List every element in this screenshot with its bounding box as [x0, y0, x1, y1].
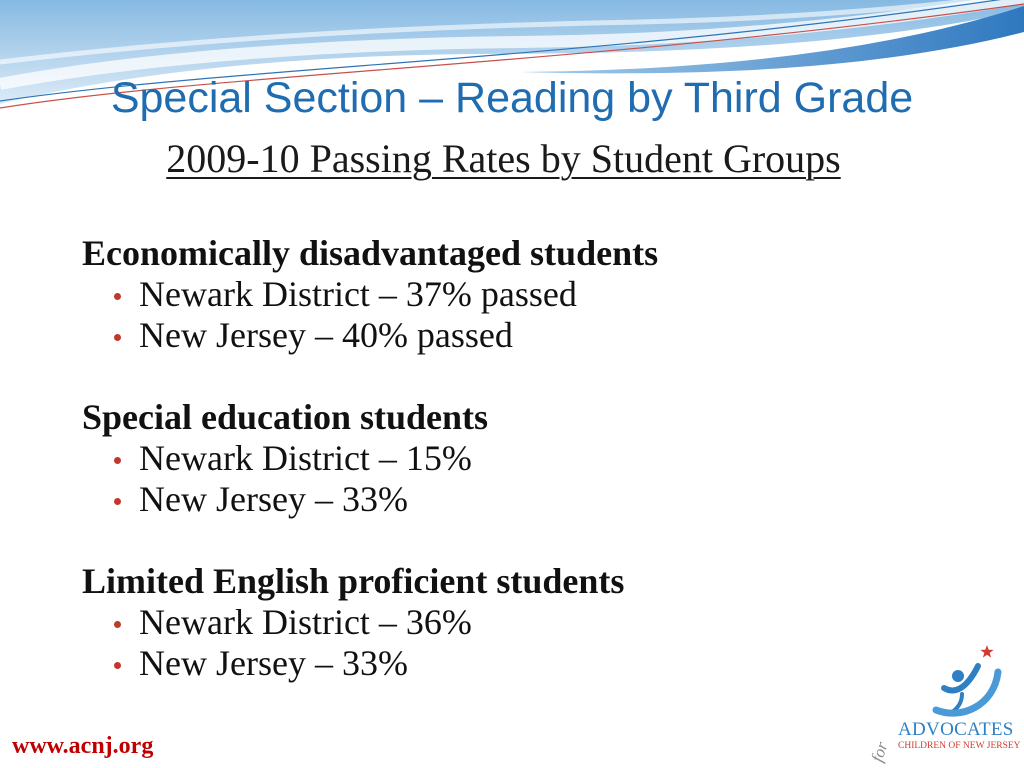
- group-heading: Limited English proficient students: [82, 561, 625, 601]
- logo-name-text: ADVOCATES: [898, 719, 1014, 740]
- slide-subtitle: 2009-10 Passing Rates by Student Groups: [166, 136, 841, 181]
- slide-subtitle-container: [0, 136, 1007, 182]
- list-item: [82, 643, 842, 684]
- group-heading: Economically disadvantaged students: [82, 233, 659, 273]
- logo-tagline-text: CHILDREN OF NEW JERSEY: [898, 741, 1021, 751]
- group-special-education: [82, 397, 842, 520]
- bullet-dot-icon: [114, 621, 121, 628]
- bullet-dot-icon: [114, 293, 121, 300]
- list-item-text: Newark District – 15%: [139, 438, 472, 478]
- list-item-text: New Jersey – 40% passed: [139, 315, 513, 355]
- list-item-text: Newark District – 37% passed: [139, 274, 577, 314]
- website-link[interactable]: www.acnj.org: [12, 733, 154, 759]
- bullet-dot-icon: [114, 457, 121, 464]
- star-icon: [980, 645, 993, 658]
- bullet-dot-icon: [114, 498, 121, 505]
- list-item: [82, 602, 842, 643]
- logo-prefix-text: for: [867, 739, 892, 765]
- slide-title: Special Section – Reading by Third Grade: [110, 74, 914, 122]
- list-item-text: Newark District – 36%: [139, 602, 472, 642]
- list-item-text: New Jersey – 33%: [139, 643, 408, 683]
- logo-figure-head: [952, 670, 964, 682]
- list-item: [82, 479, 842, 520]
- list-item: [82, 315, 842, 356]
- list-item: [82, 274, 842, 315]
- acnj-logo: [866, 636, 1024, 768]
- list-item-text: New Jersey – 33%: [139, 479, 408, 519]
- student-groups-list: [82, 233, 842, 725]
- group-heading: Special education students: [82, 397, 489, 437]
- bullet-dot-icon: [114, 662, 121, 669]
- group-economically-disadvantaged: [82, 233, 842, 356]
- group-limited-english-proficient: [82, 561, 842, 684]
- bullet-dot-icon: [114, 334, 121, 341]
- list-item: [82, 438, 842, 479]
